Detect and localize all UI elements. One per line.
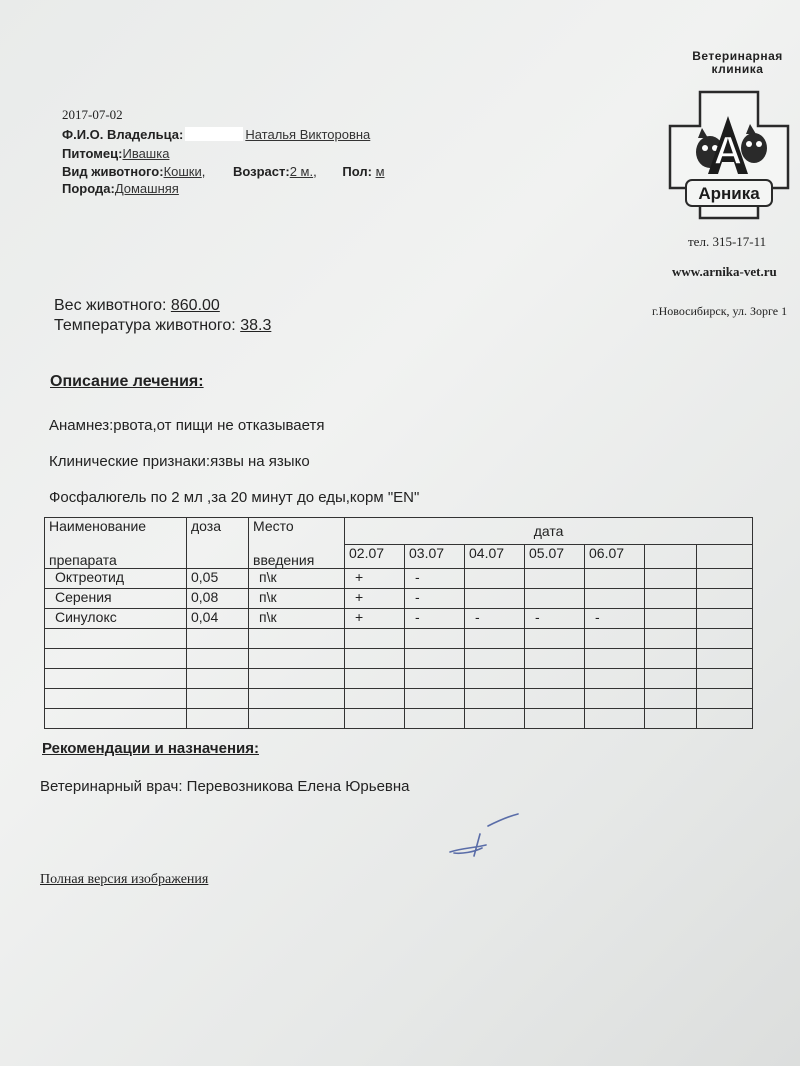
mark-cell — [697, 589, 753, 609]
empty-cell — [345, 669, 405, 689]
empty-cell — [465, 709, 525, 729]
clinic-title-line2: клиника — [711, 62, 764, 76]
species-value: Кошки — [163, 164, 202, 179]
clinic-website[interactable]: www.arnika-vet.ru — [672, 264, 777, 279]
species-sep: , — [201, 164, 206, 179]
header-date: дата — [345, 518, 753, 545]
empty-cell — [405, 669, 465, 689]
temperature-value: 38.3 — [240, 317, 272, 334]
full-image-link[interactable]: Полная версия изображения — [40, 872, 209, 887]
mark-cell — [465, 589, 525, 609]
empty-cell — [585, 709, 645, 729]
owner-value: Наталья Викторовна — [245, 127, 371, 142]
prescription-text: Фосфалюгель по 2 мл ,за 20 минут до еды,корм "EN" — [49, 489, 420, 506]
drug-name-cell: Синулокс — [45, 609, 187, 629]
header-drug-name — [45, 518, 187, 569]
species-label: Вид животного: — [62, 164, 164, 179]
header-route — [249, 518, 345, 569]
empty-cell — [249, 649, 345, 669]
empty-cell — [405, 629, 465, 649]
sex-label: Пол: — [342, 164, 372, 179]
pet-row — [62, 146, 169, 161]
empty-cell — [187, 649, 249, 669]
age-value: 2 м. — [289, 164, 314, 179]
empty-cell — [585, 649, 645, 669]
empty-cell — [45, 689, 187, 709]
empty-cell — [525, 689, 585, 709]
empty-cell — [465, 669, 525, 689]
mark-cell: + — [345, 569, 405, 589]
weight-row — [54, 297, 220, 315]
date-cell: 06.07 — [585, 545, 645, 569]
empty-cell — [249, 689, 345, 709]
empty-table-row — [45, 689, 753, 709]
empty-table-row — [45, 669, 753, 689]
empty-cell — [249, 709, 345, 729]
empty-cell — [697, 629, 753, 649]
empty-cell — [345, 689, 405, 709]
clinic-logo — [668, 90, 790, 225]
dose-cell: 0,04 — [187, 609, 249, 629]
record-date: 2017-07-02 — [62, 107, 123, 122]
species-row — [62, 164, 385, 179]
route-cell: п\к — [249, 609, 345, 629]
empty-cell — [525, 669, 585, 689]
mark-cell: + — [345, 589, 405, 609]
route-cell: п\к — [249, 569, 345, 589]
sex-value: м — [375, 164, 385, 179]
date-cell: 03.07 — [405, 545, 465, 569]
date-cell: 04.07 — [465, 545, 525, 569]
breed-value: Домашняя — [114, 181, 179, 196]
mark-cell — [697, 609, 753, 629]
cross-logo-icon — [668, 90, 790, 220]
empty-cell — [45, 629, 187, 649]
empty-cell — [249, 669, 345, 689]
empty-cell — [525, 709, 585, 729]
redaction-block — [185, 127, 243, 141]
breed-label: Порода: — [62, 181, 115, 196]
empty-cell — [405, 709, 465, 729]
empty-cell — [525, 629, 585, 649]
header-dose: доза — [187, 518, 249, 569]
header-drug-name-line2: препарата — [49, 552, 117, 568]
mark-cell — [525, 569, 585, 589]
header-route-line2: введения — [253, 552, 315, 568]
vet-name: Ветеринарный врач: Перевозникова Елена Юрьевна — [40, 778, 410, 795]
empty-cell — [249, 629, 345, 649]
clinic-phone: тел. 315-17-11 — [688, 234, 767, 249]
empty-cell — [645, 629, 697, 649]
empty-table-row — [45, 709, 753, 729]
age-label: Возраст: — [233, 164, 290, 179]
clinic-title-line1: Ветеринарная — [692, 49, 783, 63]
empty-cell — [45, 709, 187, 729]
logo-name: Арника — [698, 184, 760, 203]
empty-cell — [405, 689, 465, 709]
breed-row — [62, 181, 179, 196]
owner-label: Ф.И.О. Владельца: — [62, 127, 184, 142]
header-route-line1: Место — [253, 518, 294, 534]
mark-cell — [697, 569, 753, 589]
table-header-row-1 — [45, 518, 753, 545]
empty-cell — [645, 689, 697, 709]
dose-cell: 0,05 — [187, 569, 249, 589]
mark-cell — [645, 609, 697, 629]
mark-cell — [585, 569, 645, 589]
mark-cell: - — [465, 609, 525, 629]
mark-cell — [525, 589, 585, 609]
date-cell: 02.07 — [345, 545, 405, 569]
table-body — [45, 569, 753, 729]
medication-table — [44, 517, 753, 729]
date-cell: 05.07 — [525, 545, 585, 569]
logo-letter: А — [713, 129, 743, 173]
pet-label: Питомец: — [62, 146, 123, 161]
empty-cell — [187, 709, 249, 729]
route-cell: п\к — [249, 589, 345, 609]
mark-cell — [645, 569, 697, 589]
empty-cell — [187, 669, 249, 689]
mark-cell: - — [405, 589, 465, 609]
recommendations-title: Рекомендации и назначения: — [42, 740, 259, 757]
temperature-row — [54, 317, 271, 335]
weight-label: Вес животного: — [54, 297, 167, 314]
treatment-title: Описание лечения: — [50, 373, 204, 390]
mark-cell — [585, 589, 645, 609]
table-row — [45, 609, 753, 629]
empty-cell — [525, 649, 585, 669]
owner-row — [62, 127, 370, 142]
empty-cell — [645, 649, 697, 669]
header-drug-name-line1: Наименование — [49, 518, 147, 534]
mark-cell — [645, 589, 697, 609]
drug-name-cell: Серения — [45, 589, 187, 609]
empty-cell — [405, 649, 465, 669]
empty-cell — [585, 629, 645, 649]
age-sep: , — [313, 164, 317, 179]
date-cell — [697, 545, 753, 569]
clinic-title — [680, 50, 795, 76]
empty-cell — [645, 709, 697, 729]
empty-cell — [697, 709, 753, 729]
mark-cell: + — [345, 609, 405, 629]
dose-cell: 0,08 — [187, 589, 249, 609]
anamnesis-text: Анамнез:рвота,от пищи не отказываетя — [49, 417, 325, 434]
signature-mark — [440, 812, 524, 864]
empty-cell — [585, 689, 645, 709]
empty-cell — [187, 629, 249, 649]
mark-cell: - — [405, 609, 465, 629]
mark-cell: - — [585, 609, 645, 629]
pet-value: Ивашка — [122, 146, 170, 161]
drug-name-cell: Октреотид — [45, 569, 187, 589]
empty-cell — [697, 669, 753, 689]
empty-cell — [45, 649, 187, 669]
empty-cell — [465, 689, 525, 709]
empty-cell — [697, 649, 753, 669]
empty-cell — [345, 709, 405, 729]
mark-cell: - — [525, 609, 585, 629]
empty-cell — [465, 629, 525, 649]
mark-cell — [465, 569, 525, 589]
empty-cell — [345, 629, 405, 649]
empty-cell — [465, 649, 525, 669]
empty-cell — [45, 669, 187, 689]
mark-cell: - — [405, 569, 465, 589]
empty-table-row — [45, 649, 753, 669]
empty-cell — [345, 649, 405, 669]
empty-cell — [585, 669, 645, 689]
temperature-label: Температура животного: — [54, 317, 236, 334]
table-row — [45, 589, 753, 609]
empty-cell — [645, 669, 697, 689]
clinical-signs-text: Клинические признаки:язвы на языко — [49, 453, 310, 470]
date-cell — [645, 545, 697, 569]
weight-value: 860.00 — [170, 297, 220, 314]
empty-cell — [697, 689, 753, 709]
clinic-address: г.Новосибирск, ул. Зорге 1 — [652, 304, 788, 318]
empty-cell — [187, 689, 249, 709]
empty-table-row — [45, 629, 753, 649]
table-row — [45, 569, 753, 589]
